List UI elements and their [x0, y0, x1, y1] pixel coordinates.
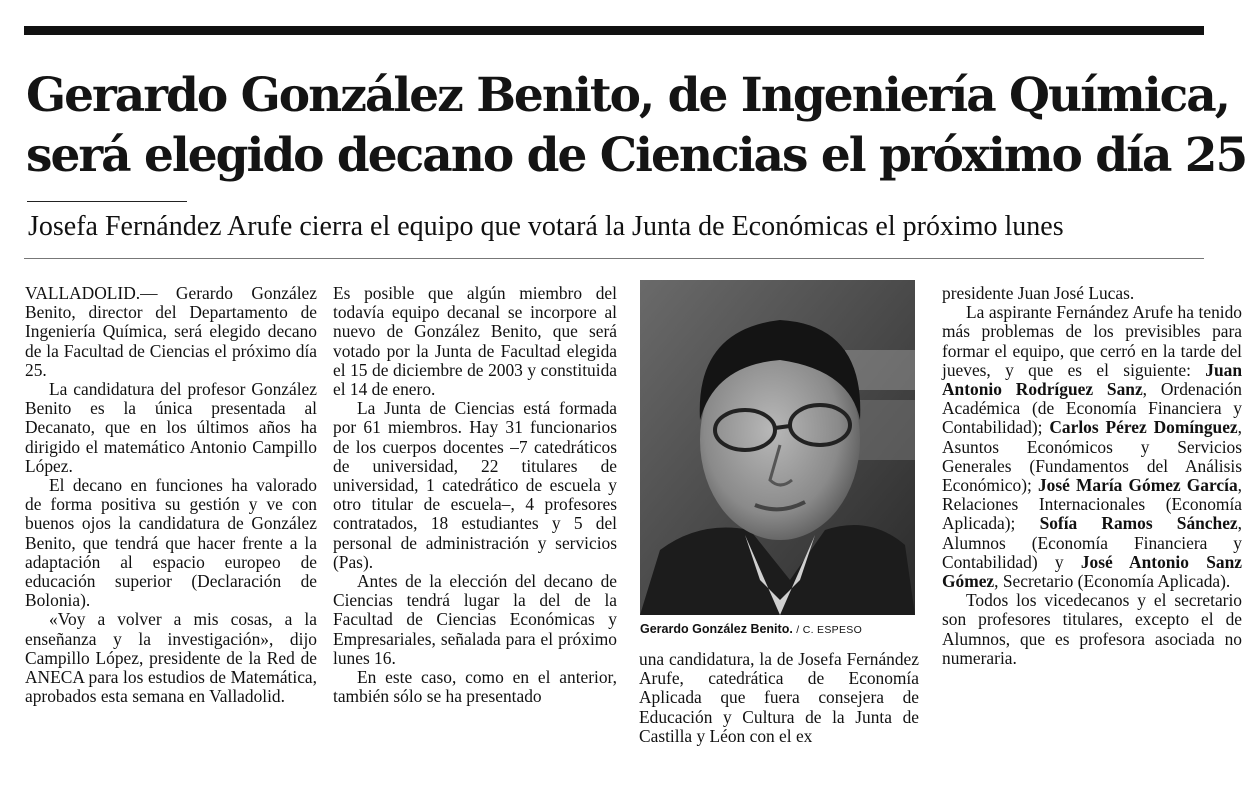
top-rule — [24, 26, 1204, 35]
paragraph: En este caso, como en el anterior, también sólo se ha presentado — [333, 667, 617, 707]
subheadline: Josefa Fernández Arufe cierra el equipo que votará la Junta de Económicas el próximo lunes — [28, 211, 1064, 242]
headline-line-2: será elegido decano de Ciencias el próximo día 25 — [26, 128, 1246, 183]
photo-caption — [640, 622, 930, 636]
person-name: José María Gómez García — [1037, 475, 1238, 496]
paragraph: La Junta de Ciencias está formada por 61 miembros. Hay 31 funcionarios de los cuerpos docentes –7 catedráticos de universidad, 22 titulares de universidad, 1 catedrático de escuela y otro titular de escuela–, 4 profesores contratados, 18 estudiantes y 5 del personal de administración y servicios (Pas). — [333, 398, 617, 572]
paragraph: una candidatura, la de Josefa Fernández Arufe, catedrática de Economía Aplicada que fuera consejera de Educación y Cultura de la Junta de Castilla y Léon con el ex — [639, 649, 919, 746]
paragraph: La aspirante Fernández Arufe ha tenido más problemas de los previsibles para formar el equipo, que cerró en la tarde del jueves, y que es el siguiente: Juan Antonio Rodríguez Sanz, Ordenación Académica (de Economía Financiera y Contabilidad); Carlos Pérez Domínguez, Asuntos Económicos y Servicios Generales (Fundamentos del Análisis Económico); José María Gómez García, Relaciones Internacionales (Economía Aplicada); Sofía Ramos Sánchez, Alumnos (Economía Financiera y Contabilidad) y José Antonio Sanz Gómez, Secretario (Economía Aplicada). — [942, 302, 1243, 592]
article-column-3 — [639, 650, 919, 746]
person-name: Juan Antonio Rodríguez Sanz — [942, 359, 1242, 400]
paragraph: Todos los vicedecanos y el secretario son profesores titulares, excepto el de Alumnos, que es profesora asociada no numeraria. — [942, 590, 1242, 668]
headline-line-1: Gerardo González Benito, de Ingeniería Química, — [26, 68, 1230, 123]
paragraph: Antes de la elección del decano de Ciencias tendrá lugar la del de la Facultad de Ciencias Económicas y Empresariales, señalada para el próximo lunes 16. — [333, 571, 617, 668]
caption-credit: / C. ESPESO — [796, 624, 863, 636]
paragraph: presidente Juan José Lucas. — [942, 283, 1135, 303]
portrait-photo — [640, 280, 915, 615]
headline — [26, 66, 1246, 186]
paragraph: VALLADOLID.— Gerardo González Benito, director del Departamento de Ingeniería Química, será elegido decano de la Facultad de Ciencias el próximo día 25. — [25, 283, 317, 380]
portrait-photo-image — [640, 280, 915, 615]
paragraph: La candidatura del profesor González Benito es la única presentada al Decanato, que en los últimos años ha dirigido el matemático Antonio Campillo López. — [25, 379, 317, 476]
article-column-4 — [942, 283, 1243, 668]
paragraph: El decano en funciones ha valorado de forma positiva su gestión y ve con buenos ojos la candidatura de González Benito, que tendrá que hacer frente a la adaptación al espacio europeo de educación superior (Declaración de Bolonia). — [25, 475, 317, 611]
paragraph: «Voy a volver a mis cosas, a la enseñanza y la investigación», dijo Campillo López, presidente de la Red de ANECA para los estudios de Matemática, aprobados esta semana en Valladolid. — [25, 609, 317, 707]
person-name: Sofía Ramos Sánchez — [1039, 513, 1238, 534]
person-name: José Antonio Sanz Gómez — [942, 551, 1242, 592]
article-column-2 — [333, 284, 617, 706]
caption-name: Gerardo González Benito. — [640, 622, 793, 636]
person-name: Carlos Pérez Domínguez — [1049, 417, 1238, 438]
subheadline-rule — [24, 258, 1204, 259]
article-column-1 — [25, 284, 317, 706]
headline-divider — [27, 201, 187, 202]
paragraph: Es posible que algún miembro del todavía equipo decanal se incorpore al nuevo de González Benito, que será votado por la Junta de Facultad elegida el 15 de diciembre de 2003 y constituida el 14 de enero. — [333, 283, 617, 400]
